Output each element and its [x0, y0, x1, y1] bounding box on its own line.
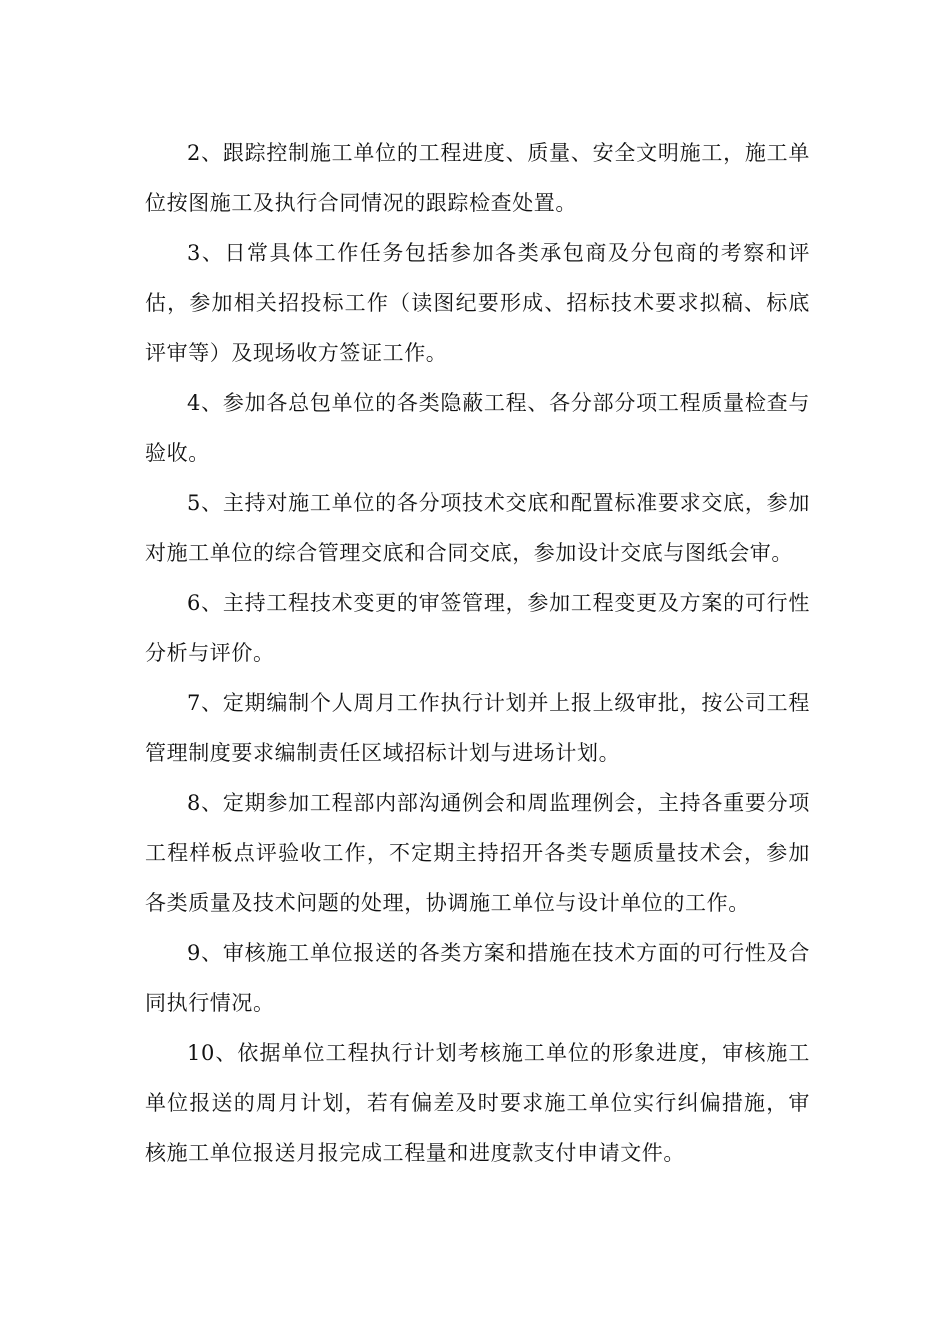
paragraph-item-5: 5、主持对施工单位的各分项技术交底和配置标准要求交底，参加对施工单位的综合管理交底和合同交底，参加设计交底与图纸会审。	[145, 491, 810, 565]
paragraph-item-10: 10、依据单位工程执行计划考核施工单位的形象进度，审核施工单位报送的周月计划，若有偏差及时要求施工单位实行纠偏措施，审核施工单位报送月报完成工程量和进度款支付申请文件。	[145, 1041, 810, 1165]
paragraph-item-4: 4、参加各总包单位的各类隐蔽工程、各分部分项工程质量检查与验收。	[145, 391, 810, 465]
paragraph-item-8: 8、定期参加工程部内部沟通例会和周监理例会，主持各重要分项工程样板点评验收工作，不定期主持招开各类专题质量技术会，参加各类质量及技术问题的处理，协调施工单位与设计单位的工作。	[145, 791, 810, 915]
paragraph-item-9: 9、审核施工单位报送的各类方案和措施在技术方面的可行性及合同执行情况。	[145, 941, 810, 1015]
paragraph-item-6: 6、主持工程技术变更的审签管理，参加工程变更及方案的可行性分析与评价。	[145, 591, 810, 665]
paragraph-item-3: 3、日常具体工作任务包括参加各类承包商及分包商的考察和评估，参加相关招投标工作（读图纪要形成、招标技术要求拟稿、标底评审等）及现场收方签证工作。	[145, 241, 810, 365]
paragraph-item-7: 7、定期编制个人周月工作执行计划并上报上级审批，按公司工程管理制度要求编制责任区域招标计划与进场计划。	[145, 691, 810, 765]
document-body	[145, 128, 810, 1178]
paragraph-item-2: 2、跟踪控制施工单位的工程进度、质量、安全文明施工，施工单位按图施工及执行合同情况的跟踪检查处置。	[145, 141, 810, 215]
